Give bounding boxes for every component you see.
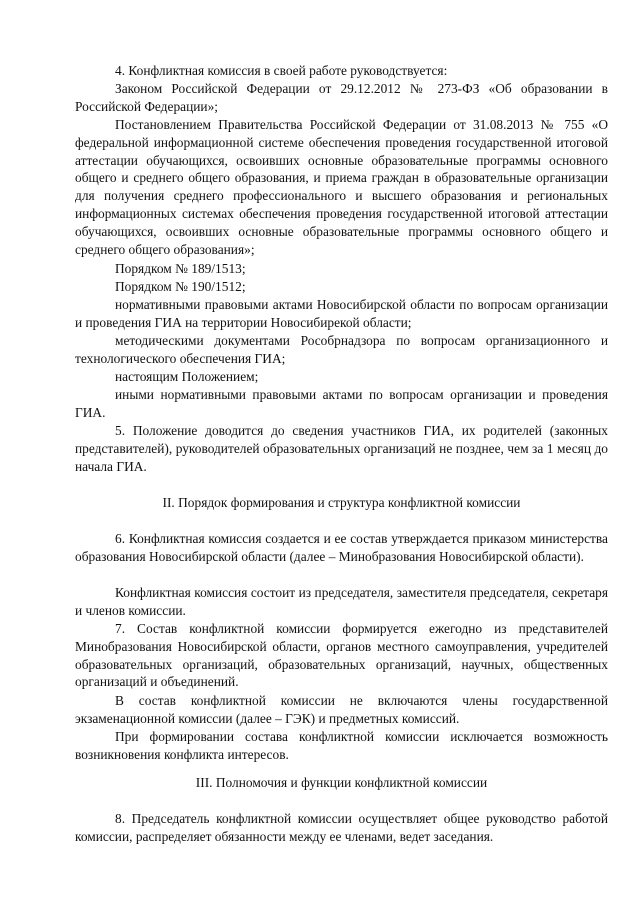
paragraph-other-acts: иными нормативными правовыми актами по вопросам организации и проведения ГИА. xyxy=(75,387,608,420)
paragraph-composition: Конфликтная комиссия состоит из председателя, заместителя председателя, секретаря и членов комиссии. xyxy=(75,585,608,618)
paragraph-this-regulation: настоящим Положением; xyxy=(115,369,259,384)
section-heading-iii: III. Полномочия и функции конфликтной комиссии xyxy=(195,775,488,790)
paragraph-law-273: Законом Российской Федерации от 29.12.2012 № 273-ФЗ «Об образовании в Российской Федерации»; xyxy=(75,81,608,114)
paragraph-conflict-of-interest: При формировании состава конфликтной комиссии исключается возможность возникновения конфликта интересов. xyxy=(75,729,608,762)
paragraph-order-189: Порядком № 189/1513; xyxy=(115,261,246,276)
paragraph-8: 8. Председатель конфликтной комиссии осуществляет общее руководство работой комиссии, распределяет обязанности между ее членами, ведет заседания. xyxy=(75,811,608,844)
paragraph-rosobrnadzor: методическими документами Рособрнадзора по вопросам организационного и технологического обеспечения ГИА; xyxy=(75,333,608,366)
section-heading-ii: II. Порядок формирования и структура конфликтной комиссии xyxy=(162,495,521,510)
paragraph-order-190: Порядком № 190/1512; xyxy=(115,279,246,294)
paragraph-7: 7. Состав конфликтной комиссии формируется ежегодно из представителей Минобразования Новосибирской области, органов местного самоуправления, учредителей образовательных организаций, образовательных организаций, научных, общественных организаций и объединений. xyxy=(75,621,608,690)
paragraph-regional-acts: нормативными правовыми актами Новосибирской области по вопросам организации и проведения ГИА на территории Новосибирекой области; xyxy=(75,297,608,330)
paragraph-resolution-755: Постановлением Правительства Российской Федерации от 31.08.2013 № 755 «О федеральной информационной системе обеспечения проведения государственной итоговой аттестации обучающихся, освоивших основные образовательные программы основного общего и среднего общего образования, и приема граждан в образовательные организации для получения среднего профессионального и высшего образования и региональных информационных системах обеспечения проведения государственной итоговой аттестации обучающихся, освоивших основные образовательные программы основного общего и среднего общего образования»; xyxy=(75,117,608,257)
paragraph-exclusion-gek: В состав конфликтной комиссии не включаются члены государственной экзаменационной комиссии (далее – ГЭК) и предметных комиссий. xyxy=(75,693,608,726)
paragraph-6: 6. Конфликтная комиссия создается и ее состав утверждается приказом министерства образования Новосибирской области (далее – Минобразования Новосибирской области). xyxy=(75,531,608,564)
paragraph-4-intro: 4. Конфликтная комиссия в своей работе руководствуется: xyxy=(115,63,448,78)
paragraph-5: 5. Положение доводится до сведения участников ГИА, их родителей (законных представителей), руководителей образовательных организаций не позднее, чем за 1 месяц до начала ГИА. xyxy=(75,423,608,474)
